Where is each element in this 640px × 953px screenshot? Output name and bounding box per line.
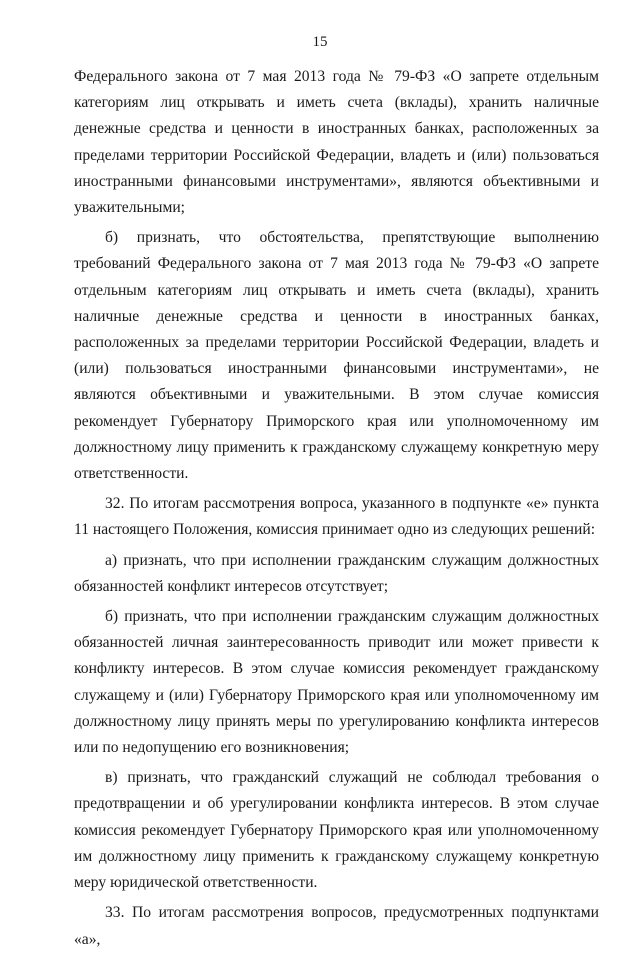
paragraph-item-b-second: б) признать, что при исполнении гражданским служащим должностных обязанностей личная заинтересованность приводит или может привести к конфликту интересов. В этом случае комиссия рекомендует гражданскому служащему и (или) Губернатору Приморского края или уполномоченному им должностному лицу принять меры по урегулированию конфликта интересов или по недопущению его возникновения; [74,608,599,757]
paragraph-item-v: в) признать, что гражданский служащий не соблюдал требования о предотвращении и об урегулировании конфликта интересов. В этом случае комиссия рекомендует Губернатору Приморского края или уполномоченному им должностному лицу применить к гражданскому служащему конкретную меру юридической ответственности. [74,769,599,892]
paragraph-item-a: а) признать, что при исполнении гражданским служащим должностных обязанностей конфликт интересов отсутствует; [74,551,599,595]
document-body [74,64,599,953]
page-number: 15 [312,34,328,50]
paragraph-clause-32: 32. По итогам рассмотрения вопроса, указанного в подпункте «е» пункта 11 настоящего Положения, комиссия принимает одно из следующих решений: [74,495,599,539]
paragraph-clause-33: 33. По итогам рассмотрения вопросов, предусмотренных подпунктами «а», [74,904,599,948]
paragraph-item-b-first: б) признать, что обстоятельства, препятствующие выполнению требований Федерального закона от 7 мая 2013 года № 79-ФЗ «О запрете отдельным категориям лиц открывать и иметь счета (вклады), хранить наличные денежные средства и ценности в иностранных банках, расположенных за пределами территории Российской Федерации, владеть и (или) пользоваться иностранными финансовыми инструментами», не являются объективными и уважительными. В этом случае комиссия рекомендует Губернатору Приморского края или уполномоченному им должностному лицу применить к гражданскому служащему конкретную меру ответственности. [74,229,599,483]
paragraph-continuation: Федерального закона от 7 мая 2013 года № 79-ФЗ «О запрете отдельным категориям лиц открывать и иметь счета (вклады), хранить наличные денежные средства и ценности в иностранных банках, расположенных за пределами территории Российской Федерации, владеть и (или) пользоваться иностранными финансовыми инструментами», являются объективными и уважительными; [74,68,599,217]
